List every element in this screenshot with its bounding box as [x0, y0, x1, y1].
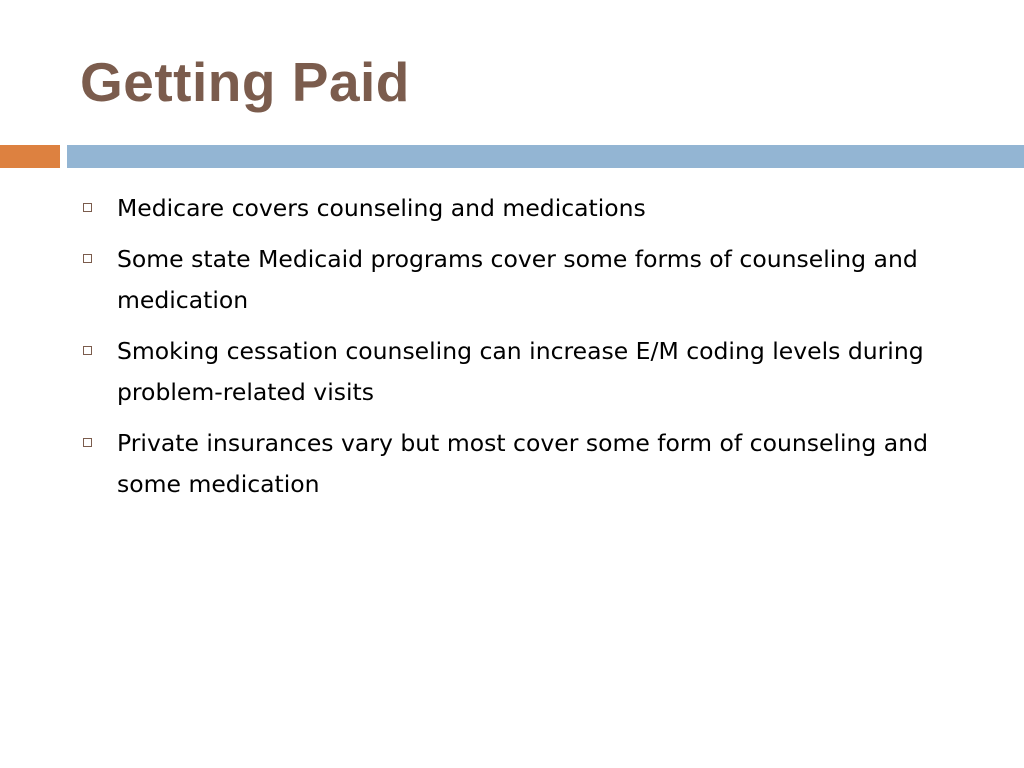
hollow-square-bullet-icon	[83, 203, 92, 212]
bullet-item	[80, 239, 985, 321]
bullet-item	[80, 188, 985, 229]
title-divider-bar	[67, 145, 1024, 168]
bullet-text: Private insurances vary but most cover some form of counseling and some medication	[117, 429, 929, 498]
hollow-square-bullet-icon	[83, 438, 92, 447]
bullet-item	[80, 331, 985, 413]
bullet-text: Some state Medicaid programs cover some forms of counseling and medication	[117, 245, 918, 314]
hollow-square-bullet-icon	[83, 254, 92, 263]
bullet-text: Smoking cessation counseling can increase E/M coding levels during problem-related visits	[117, 337, 924, 406]
title-accent-bar	[0, 145, 60, 168]
bullet-list	[80, 188, 985, 515]
bullet-item	[80, 423, 985, 505]
slide-title: Getting Paid	[80, 51, 410, 113]
hollow-square-bullet-icon	[83, 346, 92, 355]
bullet-text: Medicare covers counseling and medications	[117, 194, 646, 222]
